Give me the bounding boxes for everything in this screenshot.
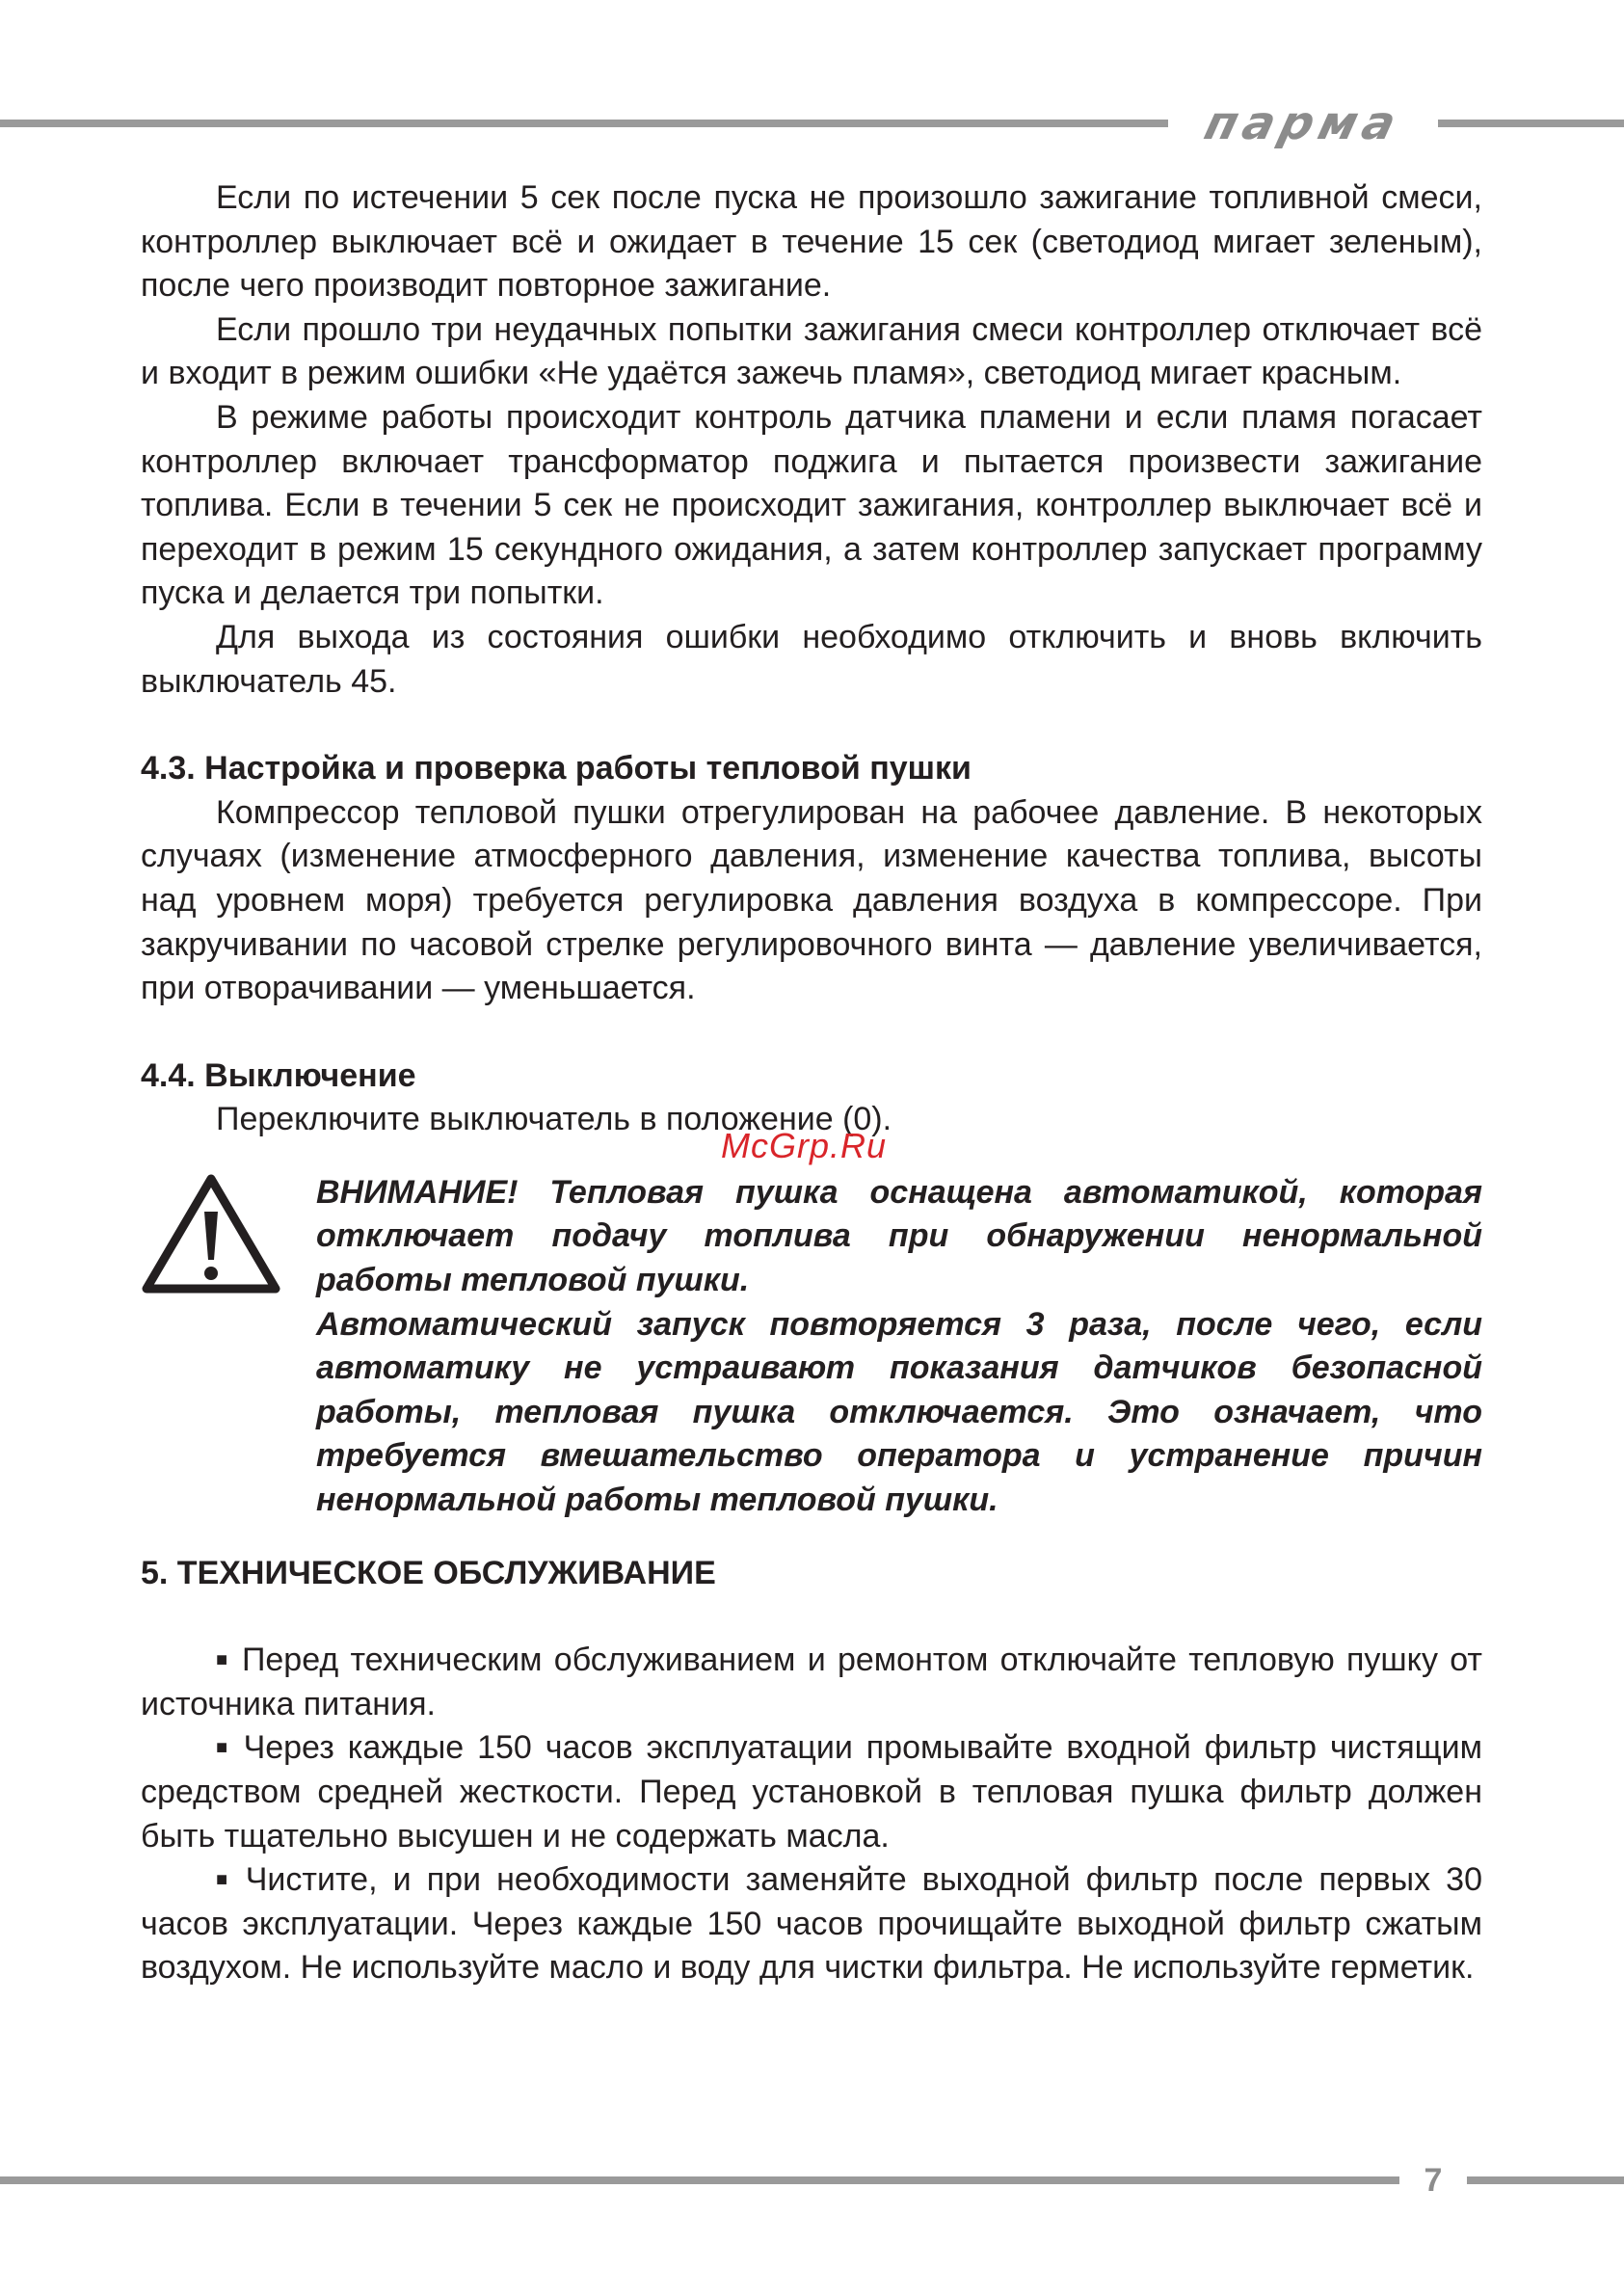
paragraph: Переключите выключатель в положение (0). [216,1101,892,1138]
list-item: ■ Чистите, и при необходимости заменяйте выходной фильтр после первых 30 часов эксплуатации. Через каждые 150 часов прочищайте выходной фильтр сжатым воздухом. Не используйте масло и воду для чистки фильтра. Не используйте герметик. [141,1858,1482,1990]
page-number: 7 [1424,2162,1443,2199]
paragraph: Компрессор тепловой пушки отрегулирован на рабочее давление. В некоторых случаях (изменение атмосферного давления, изменение качества топлива, высоты над уровнем моря) требуется регулировка давления воздуха в компрессоре. При закручивании по часовой стрелке регулировочного винта — давление увеличивается, при отворачивании — уменьшается. [141,793,1482,1007]
warning-block [141,1171,1482,1523]
footer-rule-left [0,2176,1399,2184]
watermark: McGrp.Ru [721,1126,888,1165]
brand-logo: парма [1199,96,1407,150]
header-rule-right [1438,120,1624,127]
warning-text-1: ВНИМАНИЕ! Тепловая пушка оснащена автоматикой, которая отключает подачу топлива при обнаружении ненормальной работы тепловой пушки. [316,1173,1482,1299]
footer-rule-right [1467,2176,1624,2184]
warning-text-2: Автоматический запуск повторяется 3 раза, после чего, если автоматику не устраивают показания датчиков безопасной работы, тепловая пушка отключается. Это означает, что требуется вмешательство оператора и устранение причин ненормальной работы тепловой пушки. [316,1305,1482,1519]
paragraph: В режиме работы происходит контроль датчика пламени и если пламя погасает контроллер включает трансформатор поджига и пытается произвести зажигание топлива. Если в течении 5 сек не происходит зажигания, контроллер выключает всё и переходит в режим 15 секундного ожидания, а затем контроллер запускает программу пуска и делается три попытки. [141,398,1482,612]
list-item: ■ Перед техническим обслуживанием и ремонтом отключайте тепловую пушку от источника питания. [141,1639,1482,1726]
section-heading-5: 5. ТЕХНИЧЕСКОЕ ОБСЛУЖИВАНИЕ [141,1554,716,1591]
page-content [141,176,1482,1990]
paragraph: Если по истечении 5 сек после пуска не произошло зажигание топливной смеси, контроллер выключает всё и ожидает в течение 15 сек (светодиод мигает зеленым), после чего производит повторное зажигание. [141,179,1482,305]
section-heading-4-3: 4.3. Настройка и проверка работы тепловой пушки [141,750,972,788]
section-heading-4-4: 4.4. Выключение [141,1056,416,1094]
list-item: ■ Через каждые 150 часов эксплуатации промывайте входной фильтр чистящим средством средней жесткости. Перед установкой в тепловая пушка фильтр должен быть тщательно высушен и не содержать масла. [141,1726,1482,1858]
paragraph: Если прошло три неудачных попытки зажигания смеси контроллер отключает всё и входит в режим ошибки «Не удаётся зажечь пламя», светодиод мигает красным. [141,310,1482,392]
paragraph: Для выхода из состояния ошибки необходимо отключить и вновь включить выключатель 45. [141,618,1482,700]
header-rule-left [0,120,1168,127]
warning-triangle-icon [141,1171,281,1296]
